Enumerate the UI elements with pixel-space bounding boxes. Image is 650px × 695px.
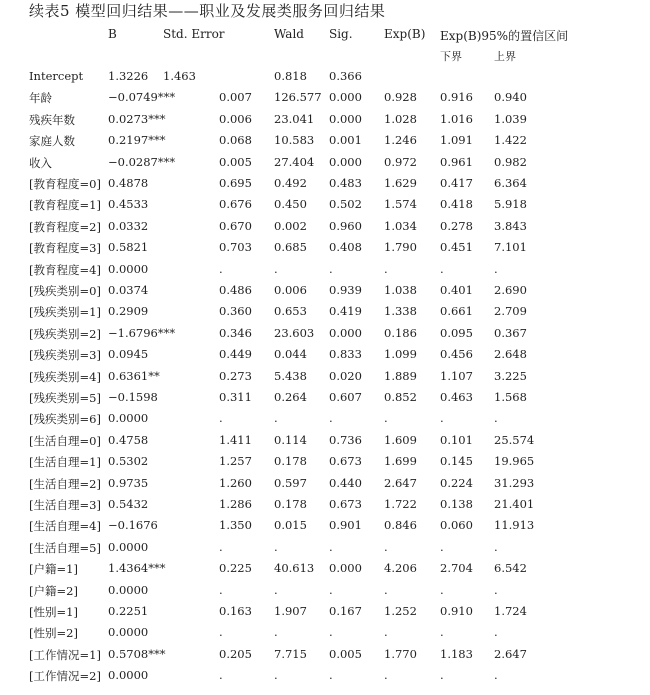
cell-wald: 126.577 — [274, 90, 322, 105]
cell-b: −1.6796*** — [108, 325, 176, 340]
cell-wald: 0.492 — [274, 176, 307, 190]
cell-se: 0.006 — [219, 111, 252, 126]
cell-se: 0.346 — [219, 325, 252, 340]
table-row — [0, 347, 650, 367]
cell-wald: 7.715 — [274, 646, 307, 661]
table-row — [0, 112, 650, 132]
cell-upper: 7.101 — [494, 240, 527, 255]
table-row — [0, 433, 650, 453]
cell-expb: 0.972 — [384, 154, 417, 169]
cell-lower: . — [440, 668, 444, 683]
cell-wald: . — [274, 261, 278, 276]
cell-label: [生活自理=4] — [29, 519, 101, 534]
col-header-ci: Exp(B)95%的置信区间 — [440, 29, 569, 43]
cell-lower: 2.704 — [440, 561, 473, 576]
cell-upper: . — [494, 582, 498, 597]
cell-b: 0.5821 — [108, 240, 149, 255]
cell-wald: 40.613 — [274, 561, 315, 576]
table-row — [0, 411, 650, 431]
cell-wald: 0.264 — [274, 390, 307, 404]
cell-expb: 1.028 — [384, 111, 417, 126]
cell-se: 0.703 — [219, 240, 252, 255]
cell-sig: 0.000 — [329, 90, 362, 105]
col-header-se: Std. Error — [163, 27, 225, 41]
cell-se: 1.257 — [219, 454, 252, 469]
table-row — [0, 647, 650, 667]
cell-upper: 0.367 — [494, 325, 527, 340]
cell-upper: 2.647 — [494, 646, 527, 661]
cell-label: [生活自理=2] — [29, 476, 101, 491]
cell-label: [生活自理=5] — [29, 540, 101, 555]
table-row — [0, 326, 650, 346]
table-row — [0, 304, 650, 324]
col-header-lower: 下界 — [440, 50, 462, 63]
cell-upper: 6.542 — [494, 561, 527, 576]
cell-lower: 0.418 — [440, 197, 473, 212]
cell-label: [户籍=1] — [29, 562, 78, 577]
cell-wald: 1.907 — [274, 604, 307, 618]
cell-se: 1.350 — [219, 518, 252, 533]
cell-upper: . — [494, 411, 498, 426]
cell-expb: 1.099 — [384, 347, 417, 362]
cell-lower: 0.278 — [440, 218, 473, 233]
cell-lower: 0.451 — [440, 240, 473, 255]
cell-lower: 0.145 — [440, 454, 473, 469]
cell-lower: 0.661 — [440, 304, 473, 319]
cell-lower: . — [440, 582, 444, 597]
cell-sig: . — [329, 668, 333, 683]
cell-lower: 1.183 — [440, 646, 473, 661]
cell-se: 1.286 — [219, 497, 252, 511]
cell-label: [工作情况=2] — [29, 669, 101, 684]
table-row — [0, 625, 650, 645]
cell-b: 0.5432 — [108, 497, 149, 511]
cell-label: 家庭人数 — [29, 134, 75, 149]
table-row — [0, 262, 650, 282]
cell-se: 0.205 — [219, 646, 252, 661]
cell-expb: 0.852 — [384, 390, 417, 404]
cell-lower: . — [440, 539, 444, 554]
cell-b: 0.2197*** — [108, 133, 166, 148]
table-row — [0, 176, 650, 196]
cell-b: −0.1676 — [108, 518, 158, 533]
cell-upper: 0.982 — [494, 154, 527, 169]
cell-b: 0.5302 — [108, 454, 149, 469]
cell-label: [户籍=2] — [29, 583, 78, 598]
cell-wald: 0.450 — [274, 197, 307, 212]
cell-wald: 0.178 — [274, 497, 307, 511]
cell-b: 0.4533 — [108, 197, 149, 212]
table-row — [0, 133, 650, 153]
cell-se: . — [219, 582, 223, 597]
cell-lower: 0.961 — [440, 154, 473, 169]
cell-sig: 0.483 — [329, 176, 362, 190]
table-row — [0, 219, 650, 239]
cell-b: 0.6361** — [108, 368, 160, 383]
table-row — [0, 390, 650, 410]
cell-upper: 2.648 — [494, 347, 527, 362]
table-row — [0, 369, 650, 389]
cell-upper: 1.724 — [494, 604, 527, 618]
table-row — [0, 518, 650, 538]
cell-label: [残疾类别=0] — [29, 284, 101, 298]
cell-expb: 1.574 — [384, 197, 417, 212]
cell-sig: 0.020 — [329, 368, 362, 383]
cell-lower: 0.910 — [440, 604, 473, 618]
cell-lower: 1.091 — [440, 133, 473, 148]
cell-label: [残疾类别=2] — [29, 326, 101, 341]
table-row — [0, 283, 650, 303]
cell-wald: . — [274, 539, 278, 554]
cell-b: 1.4364*** — [108, 561, 166, 576]
cell-sig: . — [329, 582, 333, 597]
cell-label: [残疾类别=1] — [29, 305, 101, 320]
cell-se: 1.260 — [219, 475, 252, 490]
cell-label: Intercept — [29, 69, 84, 83]
cell-label: [教育程度=2] — [29, 219, 101, 234]
cell-label: [残疾类别=5] — [29, 391, 101, 405]
cell-expb: 1.246 — [384, 133, 417, 148]
cell-sig: 0.005 — [329, 646, 362, 661]
cell-lower: 0.456 — [440, 347, 473, 362]
cell-wald: 0.818 — [274, 69, 307, 83]
cell-upper: 31.293 — [494, 475, 535, 490]
cell-sig: 0.408 — [329, 240, 362, 255]
cell-b: −0.1598 — [108, 390, 158, 404]
cell-upper: . — [494, 261, 498, 276]
cell-wald: 0.597 — [274, 475, 307, 490]
cell-upper: 5.918 — [494, 197, 527, 212]
cell-lower: 0.417 — [440, 176, 473, 190]
cell-sig: 0.833 — [329, 347, 362, 362]
cell-b: 1.3226 — [108, 69, 149, 83]
cell-label: 年龄 — [29, 91, 52, 106]
cell-b: 0.0332 — [108, 218, 149, 233]
cell-expb: . — [384, 625, 388, 640]
cell-label: 收入 — [29, 155, 52, 170]
cell-upper: 3.225 — [494, 368, 527, 383]
cell-wald: 0.002 — [274, 218, 307, 233]
cell-lower: 0.060 — [440, 518, 473, 533]
cell-label: [残疾类别=6] — [29, 412, 101, 427]
cell-se: 0.486 — [219, 283, 252, 297]
col-header-expb: Exp(B) — [384, 27, 426, 41]
cell-expb: 1.252 — [384, 604, 417, 618]
cell-lower: 0.095 — [440, 325, 473, 340]
table-row — [0, 583, 650, 603]
cell-label: [教育程度=1] — [29, 198, 101, 213]
cell-label: [教育程度=4] — [29, 262, 101, 277]
cell-expb: 1.038 — [384, 283, 417, 297]
cell-se: 0.007 — [219, 90, 252, 105]
table-row — [0, 155, 650, 175]
cell-expb: . — [384, 411, 388, 426]
table-title: 续表5 模型回归结果——职业及发展类服务回归结果 — [29, 2, 386, 20]
cell-expb: . — [384, 261, 388, 276]
cell-lower: . — [440, 625, 444, 640]
table-row — [0, 604, 650, 624]
cell-expb: 1.770 — [384, 646, 417, 661]
cell-label: 残疾年数 — [29, 112, 75, 127]
cell-wald: 0.178 — [274, 454, 307, 469]
cell-sig: 0.000 — [329, 154, 362, 169]
table-row — [0, 69, 650, 89]
cell-upper: 11.913 — [494, 518, 535, 533]
cell-expb: 1.034 — [384, 218, 417, 233]
cell-sig: 0.419 — [329, 304, 362, 319]
col-header-b: B — [108, 27, 117, 41]
cell-se: 1.411 — [219, 432, 252, 447]
cell-upper: . — [494, 625, 498, 640]
cell-sig: 0.673 — [329, 454, 362, 469]
cell-sig: 0.167 — [329, 604, 362, 618]
cell-b: 0.0374 — [108, 283, 149, 297]
cell-wald: 0.015 — [274, 518, 307, 533]
cell-b: 0.2909 — [108, 304, 149, 319]
cell-se: . — [219, 668, 223, 683]
cell-wald: 0.006 — [274, 283, 307, 297]
cell-upper: . — [494, 539, 498, 554]
cell-sig: 0.901 — [329, 518, 362, 533]
cell-wald: 0.653 — [274, 304, 307, 319]
cell-se: 0.068 — [219, 133, 252, 148]
cell-expb: 4.206 — [384, 561, 417, 576]
cell-expb: 1.338 — [384, 304, 417, 319]
cell-sig: 0.440 — [329, 475, 362, 490]
cell-sig: . — [329, 261, 333, 276]
cell-label: [生活自理=1] — [29, 455, 101, 470]
cell-upper: . — [494, 668, 498, 683]
cell-lower: 0.138 — [440, 497, 473, 511]
cell-expb: 0.186 — [384, 325, 417, 340]
cell-label: [残疾类别=4] — [29, 369, 101, 384]
cell-label: [工作情况=1] — [29, 647, 101, 662]
table-row — [0, 197, 650, 217]
col-header-wald: Wald — [274, 27, 304, 41]
cell-b: −0.0749*** — [108, 90, 176, 105]
table-row — [0, 561, 650, 581]
cell-sig: 0.939 — [329, 283, 362, 297]
cell-se: 0.695 — [219, 176, 252, 190]
cell-wald: 10.583 — [274, 133, 315, 148]
cell-se: 0.449 — [219, 347, 252, 362]
cell-label: [性别=2] — [29, 626, 78, 641]
cell-wald: . — [274, 625, 278, 640]
cell-expb: 0.928 — [384, 90, 417, 105]
table-row — [0, 90, 650, 110]
cell-se: 0.670 — [219, 218, 252, 233]
cell-label: [残疾类别=3] — [29, 348, 101, 363]
cell-se: 0.163 — [219, 604, 252, 618]
cell-lower: . — [440, 261, 444, 276]
cell-se: 0.360 — [219, 304, 252, 319]
cell-se: 0.005 — [219, 154, 252, 169]
cell-sig: . — [329, 539, 333, 554]
cell-se: . — [219, 539, 223, 554]
cell-sig: 0.960 — [329, 218, 362, 233]
cell-expb: . — [384, 582, 388, 597]
cell-wald: 0.685 — [274, 240, 307, 255]
cell-wald: . — [274, 411, 278, 426]
cell-wald: 27.404 — [274, 154, 315, 169]
cell-upper: 3.843 — [494, 218, 527, 233]
cell-b: 0.4758 — [108, 432, 149, 447]
cell-se: 0.676 — [219, 197, 252, 212]
cell-lower: 0.224 — [440, 475, 473, 490]
cell-se: . — [219, 261, 223, 276]
cell-sig: 0.366 — [329, 69, 362, 83]
cell-b: 0.0945 — [108, 347, 149, 362]
cell-sig: 0.502 — [329, 197, 362, 212]
cell-se: 0.225 — [219, 561, 252, 576]
table-row — [0, 454, 650, 474]
cell-sig: . — [329, 411, 333, 426]
cell-wald: . — [274, 668, 278, 683]
col-header-sig: Sig. — [329, 27, 353, 41]
cell-expb: 1.699 — [384, 454, 417, 469]
cell-lower: . — [440, 411, 444, 426]
cell-wald: 23.603 — [274, 325, 315, 340]
cell-sig: 0.000 — [329, 111, 362, 126]
table-row — [0, 540, 650, 560]
cell-upper: 25.574 — [494, 432, 535, 447]
cell-upper: 6.364 — [494, 176, 527, 190]
cell-expb: 1.722 — [384, 497, 417, 511]
cell-label: [性别=1] — [29, 605, 78, 619]
table-row — [0, 240, 650, 260]
cell-b: 0.2251 — [108, 604, 149, 618]
table-row — [0, 476, 650, 496]
cell-b: 0.9735 — [108, 475, 149, 490]
cell-sig: 0.000 — [329, 561, 362, 576]
cell-lower: 1.107 — [440, 368, 473, 383]
cell-lower: 0.101 — [440, 432, 473, 447]
cell-b: 0.5708*** — [108, 646, 166, 661]
cell-wald: 5.438 — [274, 368, 307, 383]
cell-label: [生活自理=0] — [29, 433, 101, 448]
cell-b: 0.0000 — [108, 261, 149, 276]
cell-upper: 1.039 — [494, 111, 527, 126]
cell-expb: . — [384, 668, 388, 683]
cell-upper: 2.690 — [494, 283, 527, 297]
cell-sig: 0.607 — [329, 390, 362, 404]
cell-label: [教育程度=0] — [29, 177, 101, 191]
cell-lower: 0.401 — [440, 283, 473, 297]
cell-b: 0.0000 — [108, 539, 149, 554]
cell-wald: 0.044 — [274, 347, 307, 362]
cell-b: 0.4878 — [108, 176, 149, 190]
cell-se: 1.463 — [163, 69, 196, 83]
cell-upper: 0.940 — [494, 90, 527, 105]
cell-upper: 1.568 — [494, 390, 527, 404]
cell-b: −0.0287*** — [108, 154, 176, 169]
table-row — [0, 668, 650, 688]
cell-wald: . — [274, 582, 278, 597]
cell-label: [教育程度=3] — [29, 241, 101, 256]
cell-b: 0.0000 — [108, 411, 149, 426]
cell-b: 0.0000 — [108, 668, 149, 683]
cell-sig: . — [329, 625, 333, 640]
cell-b: 0.0000 — [108, 625, 149, 640]
cell-sig: 0.673 — [329, 497, 362, 511]
cell-sig: 0.000 — [329, 325, 362, 340]
cell-expb: 0.846 — [384, 518, 417, 533]
col-header-upper: 上界 — [494, 50, 516, 63]
cell-expb: 1.790 — [384, 240, 417, 255]
cell-b: 0.0000 — [108, 582, 149, 597]
cell-label: [生活自理=3] — [29, 498, 101, 512]
cell-wald: 0.114 — [274, 432, 307, 447]
cell-expb: 1.629 — [384, 176, 417, 190]
cell-upper: 19.965 — [494, 454, 535, 469]
cell-expb: 1.889 — [384, 368, 417, 383]
cell-lower: 1.016 — [440, 111, 473, 126]
cell-se: 0.273 — [219, 368, 252, 383]
cell-se: . — [219, 625, 223, 640]
cell-sig: 0.736 — [329, 432, 362, 447]
cell-lower: 0.916 — [440, 90, 473, 105]
cell-b: 0.0273*** — [108, 111, 166, 126]
cell-upper: 21.401 — [494, 497, 535, 511]
cell-sig: 0.001 — [329, 133, 362, 148]
cell-se: 0.311 — [219, 390, 252, 404]
cell-upper: 2.709 — [494, 304, 527, 319]
cell-upper: 1.422 — [494, 133, 527, 148]
cell-expb: 2.647 — [384, 475, 417, 490]
cell-expb: 1.609 — [384, 432, 417, 447]
cell-expb: . — [384, 539, 388, 554]
table-row — [0, 497, 650, 517]
cell-se: . — [219, 411, 223, 426]
cell-lower: 0.463 — [440, 390, 473, 404]
cell-wald: 23.041 — [274, 111, 315, 126]
